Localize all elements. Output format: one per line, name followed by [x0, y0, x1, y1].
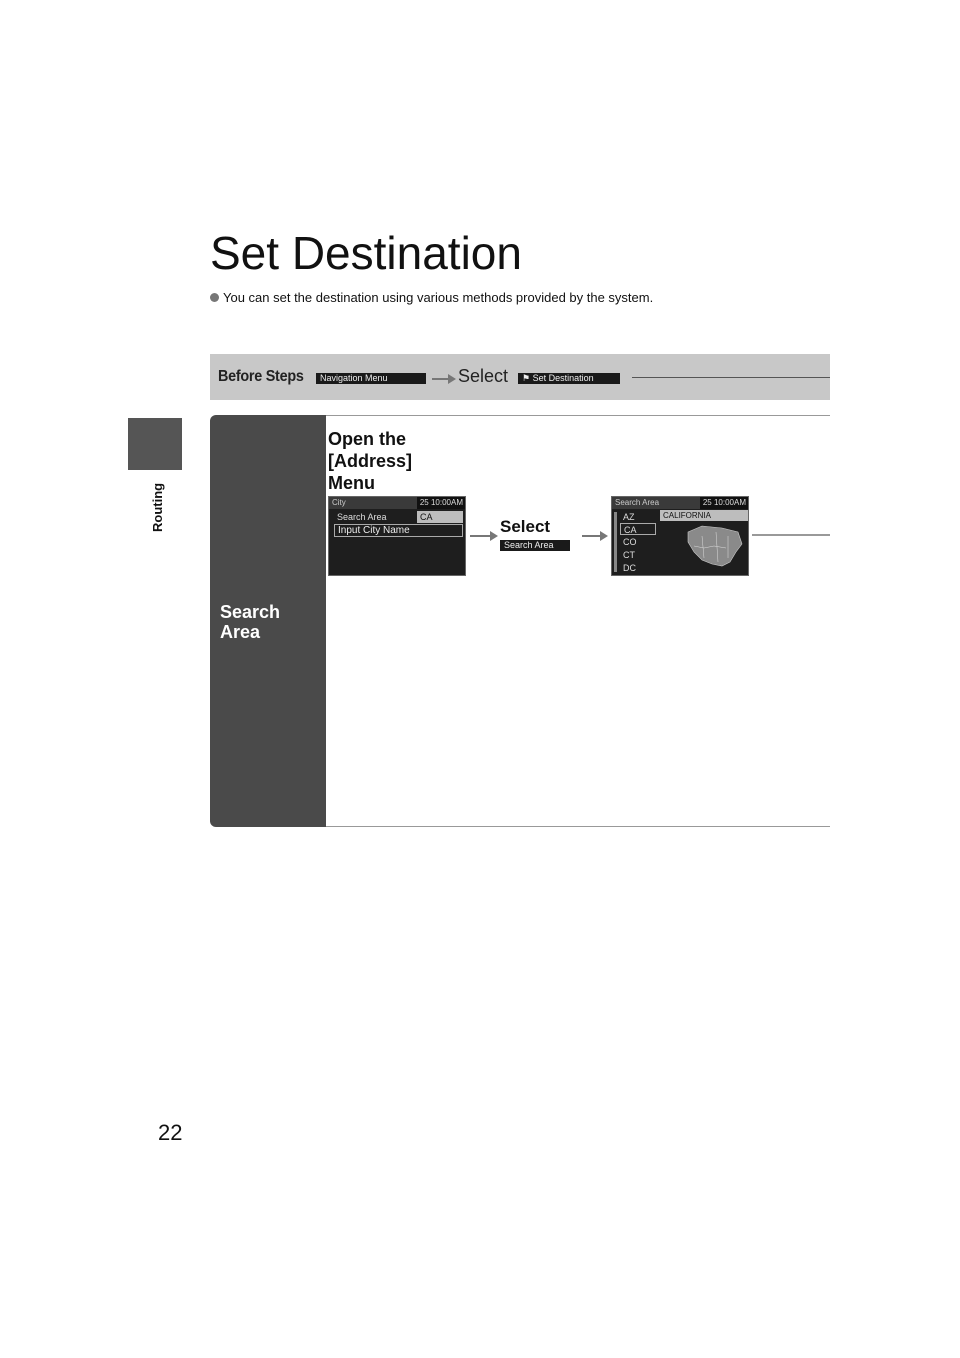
clock: 25 10:00AM	[417, 497, 465, 509]
section-top-border	[326, 415, 830, 416]
section-label	[220, 602, 320, 642]
arrow-right-icon	[582, 535, 602, 537]
scrollbar[interactable]	[614, 512, 617, 572]
before-steps-label: Before Steps	[218, 368, 304, 385]
search-area-value[interactable]: CA	[417, 511, 463, 523]
search-area-button[interactable]: Search Area	[500, 540, 570, 551]
set-destination-label: Set Destination	[532, 373, 594, 383]
search-area-screen-header: Search Area	[612, 497, 748, 509]
state-banner: CALIFORNIA	[660, 510, 748, 521]
step1-title-line2: [Address]	[328, 451, 413, 471]
select-label: Select	[458, 366, 509, 386]
page-number: 22	[158, 1120, 183, 1145]
map-icon	[682, 522, 746, 574]
step2-select-label: Select	[500, 517, 551, 536]
city-name-input[interactable]: Input City Name	[334, 524, 463, 537]
section-label-line2: Area	[220, 622, 261, 642]
section-bottom-border	[326, 826, 830, 827]
chapter-label: Routing	[150, 482, 165, 532]
arrow-right-icon	[470, 535, 492, 537]
city-screen-header: City	[329, 497, 465, 509]
flag-icon: ⚑	[522, 373, 533, 383]
search-area-screen	[611, 496, 749, 576]
bullet-icon	[210, 293, 219, 302]
search-area-label: Search Area	[337, 512, 387, 522]
continuation-line	[752, 534, 830, 536]
page-title: Set Destination	[210, 227, 522, 279]
navigation-menu-button[interactable]: Navigation Menu	[316, 373, 426, 384]
step1-title	[328, 428, 438, 494]
intro-sentence: You can set the destination using various methods provided by the system.	[223, 290, 654, 305]
state-item[interactable]: CT	[623, 550, 635, 560]
set-destination-button[interactable]	[518, 373, 620, 384]
state-item[interactable]: CO	[623, 537, 637, 547]
state-item[interactable]: DC	[623, 563, 636, 573]
city-screen	[328, 496, 466, 576]
step1-title-line3: Menu	[328, 473, 375, 493]
state-item[interactable]: AZ	[623, 512, 635, 522]
clock: 25 10:00AM	[700, 497, 748, 509]
arrow-right-icon	[432, 378, 450, 380]
divider	[632, 377, 830, 378]
section-label-line1: Search	[220, 602, 281, 622]
intro-text	[210, 290, 653, 305]
chapter-tab	[128, 418, 182, 470]
step1-title-line1: Open the	[328, 429, 407, 449]
state-item-selected[interactable]: CA	[620, 523, 656, 535]
